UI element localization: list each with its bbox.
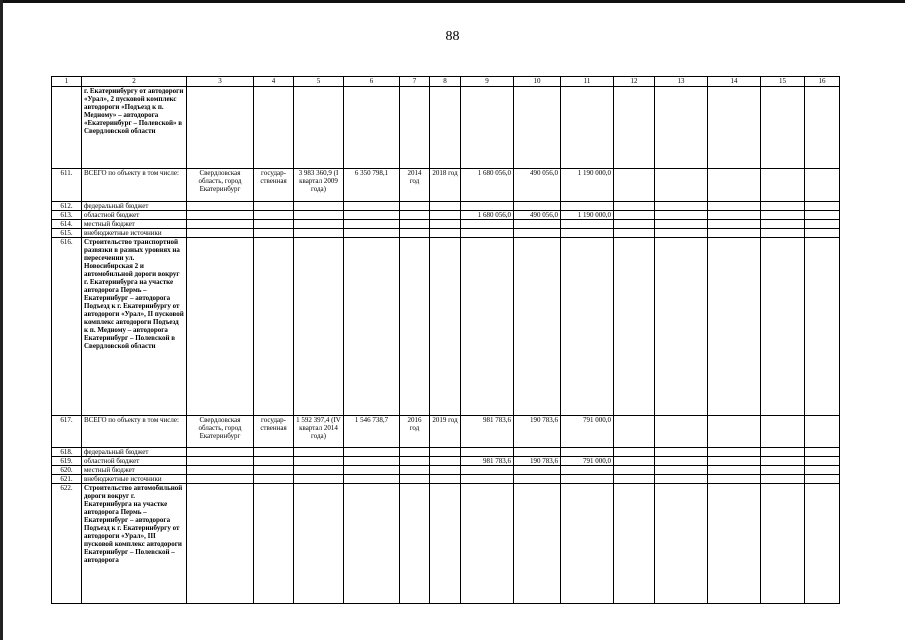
table-row bbox=[52, 211, 840, 220]
value-cell: 1 680 056,0 bbox=[461, 169, 514, 202]
row-number: 622. bbox=[52, 484, 82, 604]
estimated-cost-cell: 1 592 397,4 (IV квартал 2014 года) bbox=[294, 416, 344, 448]
end-year-cell: 2018 год bbox=[430, 169, 461, 202]
table-row bbox=[52, 238, 840, 416]
row-number: 617. bbox=[52, 416, 82, 448]
row-label: местный бюджет bbox=[82, 466, 187, 475]
table-row bbox=[52, 466, 840, 475]
value-cell: 1 190 000,0 bbox=[561, 169, 614, 202]
project-description: Строительство автомобильной дороги вокруг г. Екатеринбурга на участке автодорога Пермь – Екатеринбург – автодорога Подъезд к г. Екатеринбургу от автодороги «Урал», III пусковой комплекс автодороги Екатеринбург – Полевской – автодорога bbox=[82, 484, 187, 604]
row-label: федеральный бюджет bbox=[82, 448, 187, 457]
value-cell: 791 000,0 bbox=[561, 457, 614, 466]
investment-table bbox=[51, 76, 840, 604]
col-header: 12 bbox=[614, 77, 655, 87]
row-label: ВСЕГО по объекту в том числе: bbox=[82, 416, 187, 448]
end-year-cell: 2019 год bbox=[430, 416, 461, 448]
row-label: областной бюджет bbox=[82, 211, 187, 220]
row-label: местный бюджет bbox=[82, 220, 187, 229]
table-row bbox=[52, 475, 840, 484]
value-cell: 981 783,6 bbox=[461, 416, 514, 448]
table-row bbox=[52, 169, 840, 202]
value-cell: 791 000,0 bbox=[561, 416, 614, 448]
col-header: 15 bbox=[761, 77, 805, 87]
col-header: 13 bbox=[655, 77, 708, 87]
row-number: 611. bbox=[52, 169, 82, 202]
row-label: областной бюджет bbox=[82, 457, 187, 466]
col-header: 7 bbox=[400, 77, 430, 87]
table-row bbox=[52, 484, 840, 604]
project-description: г. Екатеринбургу от автодороги «Урал», 2 пусковой комплекс автодороги «Подъезд к п. Медному» – автодорога «Екатеринбург – Полевской» в Свердловской области bbox=[82, 87, 187, 169]
location-cell: Свердловская область, город Екатеринбург bbox=[187, 169, 254, 202]
row-label: ВСЕГО по объекту в том числе: bbox=[82, 169, 187, 202]
table-row bbox=[52, 457, 840, 466]
col-header: 6 bbox=[344, 77, 400, 87]
value-cell: 981 783,6 bbox=[461, 457, 514, 466]
row-number: 613. bbox=[52, 211, 82, 220]
value-cell: 490 056,0 bbox=[514, 169, 561, 202]
row-number: 616. bbox=[52, 238, 82, 416]
col-header: 9 bbox=[461, 77, 514, 87]
start-year-cell: 2016 год bbox=[400, 416, 430, 448]
value-cell: 190 783,6 bbox=[514, 416, 561, 448]
row-label: внебюджетные источники bbox=[82, 475, 187, 484]
column-number-row bbox=[52, 77, 840, 87]
row-number: 614. bbox=[52, 220, 82, 229]
scan-border-left bbox=[0, 0, 3, 640]
value-cell: 190 783,6 bbox=[514, 457, 561, 466]
col-header: 4 bbox=[254, 77, 294, 87]
col-header: 1 bbox=[52, 77, 82, 87]
start-year-cell: 2014 год bbox=[400, 169, 430, 202]
col-header: 8 bbox=[430, 77, 461, 87]
table-row bbox=[52, 448, 840, 457]
table-row bbox=[52, 87, 840, 169]
col-header: 5 bbox=[294, 77, 344, 87]
estimated-cost-cell: 3 983 360,9 (I квартал 2009 года) bbox=[294, 169, 344, 202]
col-header: 10 bbox=[514, 77, 561, 87]
row-number: 621. bbox=[52, 475, 82, 484]
table-row bbox=[52, 416, 840, 448]
row-label: федеральный бюджет bbox=[82, 202, 187, 211]
row-number: 612. bbox=[52, 202, 82, 211]
col-header: 14 bbox=[708, 77, 761, 87]
page-number: 88 bbox=[445, 29, 460, 44]
row-number: 620. bbox=[52, 466, 82, 475]
ownership-cell: государ-ственная bbox=[254, 169, 294, 202]
location-cell: Свердловская область, город Екатеринбург bbox=[187, 416, 254, 448]
col-header: 3 bbox=[187, 77, 254, 87]
cost-cell: 1 546 738,7 bbox=[344, 416, 400, 448]
value-cell: 1 190 000,0 bbox=[561, 211, 614, 220]
value-cell: 490 056,0 bbox=[514, 211, 561, 220]
table-row bbox=[52, 202, 840, 211]
table-row bbox=[52, 220, 840, 229]
row-number: 618. bbox=[52, 448, 82, 457]
ownership-cell: государ-ственная bbox=[254, 416, 294, 448]
col-header: 11 bbox=[561, 77, 614, 87]
row-label: внебюджетные источники bbox=[82, 229, 187, 238]
table-row bbox=[52, 229, 840, 238]
col-header: 2 bbox=[82, 77, 187, 87]
value-cell: 1 680 056,0 bbox=[461, 211, 514, 220]
col-header: 16 bbox=[805, 77, 840, 87]
row-number: 619. bbox=[52, 457, 82, 466]
cost-cell: 6 350 798,1 bbox=[344, 169, 400, 202]
scan-border-top bbox=[0, 0, 905, 3]
row-number: 615. bbox=[52, 229, 82, 238]
project-description: Строительство транспортной развязки в разных уровнях на пересечении ул. Новосибирская 2 и автомобильной дороги вокруг г. Екатеринбурга на участке автодорога Пермь – Екатеринбург – автодорога Подъезд к г. Екатеринбургу от автодороги «Урал», II пусковой комплекс автодороги Подъезд к п. Медному – автодорога Екатеринбург – Полевской в Свердловской области bbox=[82, 238, 187, 416]
